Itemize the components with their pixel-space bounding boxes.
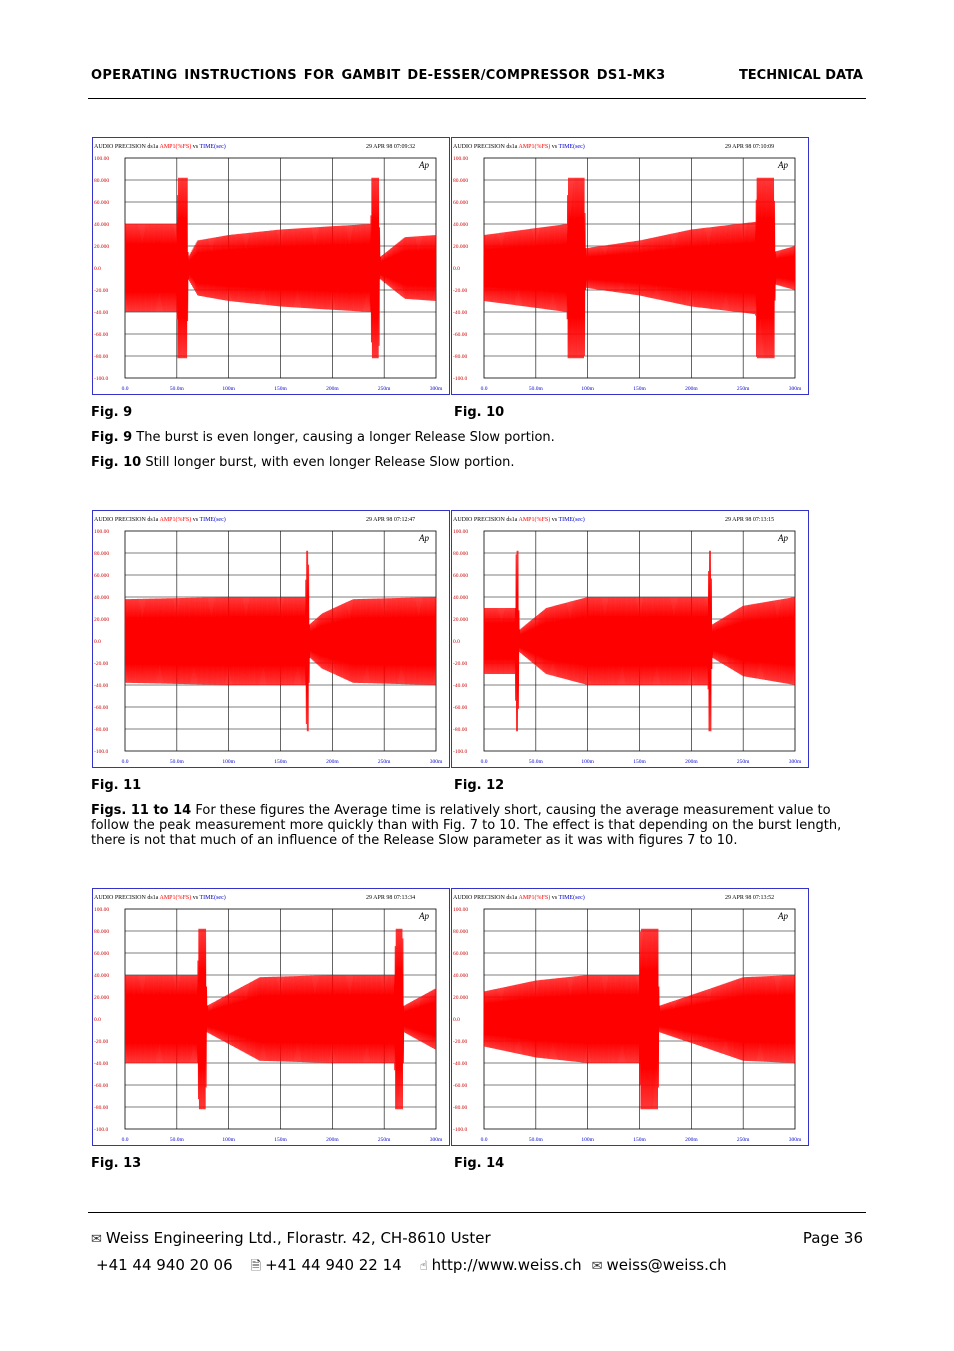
x-tick-label: 200m	[685, 1137, 698, 1143]
plot-timestamp: 29 APR 98 07:13:52	[725, 895, 775, 901]
plot-title-line: AUDIO PRECISION ds1a AMP1(%FS) vs TIME(sec)	[453, 895, 585, 901]
ap-logo: Ap	[419, 160, 429, 170]
x-tick-label: 100m	[222, 759, 235, 765]
x-tick-label: 200m	[685, 386, 698, 392]
x-tick-label: 150m	[633, 1137, 646, 1143]
envelope-icon: ✉	[591, 1259, 603, 1274]
caption-figs11-14	[91, 803, 861, 848]
footer-rule	[88, 1212, 866, 1213]
y-tick-label: 20.000	[453, 995, 469, 1001]
footer-email-link[interactable]: weiss@weiss.ch	[606, 1256, 727, 1274]
plot-fig14	[451, 888, 809, 1146]
x-tick-label: 150m	[274, 386, 287, 392]
footer-address-text: Weiss Engineering Ltd., Florastr. 42, CH-8610 Uster	[105, 1229, 491, 1247]
y-tick-label: -60.00	[453, 705, 468, 711]
y-tick-label: 0.0	[453, 266, 460, 272]
caption-label: Figs. 11 to 14	[91, 803, 192, 818]
plot-fig12	[451, 510, 809, 768]
plot-timestamp: 29 APR 98 07:09:32	[366, 144, 416, 150]
x-tick-label: 200m	[326, 759, 339, 765]
y-tick-label: 100.00	[94, 529, 110, 535]
y-tick-label: -60.00	[453, 332, 468, 338]
y-tick-label: -80.00	[453, 727, 468, 733]
x-tick-label: 250m	[736, 386, 750, 392]
y-tick-label: -40.00	[94, 1061, 109, 1067]
x-tick-label: 300m	[788, 759, 802, 765]
y-tick-label: 100.00	[453, 907, 469, 913]
y-tick-label: 100.00	[453, 156, 469, 162]
y-tick-label: 60.000	[94, 951, 110, 957]
y-tick-label: -20.00	[453, 661, 468, 667]
figure-label: Fig. 14	[454, 1156, 505, 1171]
y-tick-label: 40.000	[453, 595, 469, 601]
y-tick-label: 40.000	[94, 595, 110, 601]
y-tick-label: -100.0	[453, 1127, 468, 1133]
x-tick-label: 0.0	[121, 386, 129, 392]
y-tick-label: 40.000	[94, 973, 110, 979]
y-tick-label: -100.0	[94, 749, 109, 755]
y-tick-label: 80.000	[94, 551, 110, 557]
footer-phone: +41 44 940 20 06	[96, 1256, 233, 1274]
y-tick-label: -60.00	[453, 1083, 468, 1089]
y-tick-label: -20.00	[94, 661, 109, 667]
x-tick-label: 250m	[377, 759, 391, 765]
x-tick-label: 200m	[685, 759, 698, 765]
waveform-chart	[451, 510, 809, 768]
y-tick-label: 80.000	[453, 178, 469, 184]
x-tick-label: 150m	[633, 386, 646, 392]
y-tick-label: 0.0	[453, 639, 460, 645]
x-tick-label: 50.0m	[528, 386, 543, 392]
y-tick-label: 80.000	[94, 178, 110, 184]
x-tick-label: 300m	[429, 759, 443, 765]
figure-label: Fig. 12	[454, 778, 505, 793]
mailbox-icon: ✉	[91, 1232, 102, 1247]
y-tick-label: -40.00	[453, 1061, 468, 1067]
y-tick-label: -40.00	[94, 310, 109, 316]
waveform-chart	[92, 888, 450, 1146]
footer-contacts	[96, 1256, 727, 1279]
x-tick-label: 250m	[377, 1137, 391, 1143]
y-tick-label: 100.00	[453, 529, 469, 535]
plot-title-line: AUDIO PRECISION ds1a AMP1(%FS) vs TIME(sec)	[94, 144, 226, 150]
plot-title-line: AUDIO PRECISION ds1a AMP1(%FS) vs TIME(sec)	[94, 895, 226, 901]
y-tick-label: 40.000	[453, 973, 469, 979]
x-tick-label: 100m	[222, 386, 235, 392]
y-tick-label: -20.00	[94, 1039, 109, 1045]
x-tick-label: 100m	[581, 759, 594, 765]
x-tick-label: 100m	[222, 1137, 235, 1143]
y-tick-label: 80.000	[453, 929, 469, 935]
y-tick-label: -100.0	[453, 749, 468, 755]
ap-logo: Ap	[778, 911, 788, 921]
ap-logo: Ap	[419, 911, 429, 921]
x-tick-label: 200m	[326, 1137, 339, 1143]
plot-timestamp: 29 APR 98 07:13:15	[725, 517, 775, 523]
x-tick-label: 0.0	[121, 759, 129, 765]
x-tick-label: 150m	[274, 759, 287, 765]
caption-label: Fig. 10	[91, 455, 142, 470]
y-tick-label: 0.0	[453, 1017, 460, 1023]
waveform-chart	[92, 137, 450, 395]
x-tick-label: 50.0m	[169, 1137, 184, 1143]
y-tick-label: 20.000	[453, 617, 469, 623]
x-tick-label: 0.0	[121, 1137, 129, 1143]
figure-label: Fig. 11	[91, 778, 142, 793]
plot-fig13	[92, 888, 450, 1146]
y-tick-label: -40.00	[453, 310, 468, 316]
caption-text: For these figures the Average time is relatively short, causing the average measurement value to follow the peak measurement more quickly than with Fig. 7 to 10. The effect is that depending on the burst length, there is not that much of an influence of the Release Slow parameter as it was with figures 7 to 10.	[91, 803, 842, 848]
y-tick-label: -20.00	[453, 288, 468, 294]
y-tick-label: -40.00	[94, 683, 109, 689]
x-tick-label: 300m	[788, 386, 802, 392]
plot-title-line: AUDIO PRECISION ds1a AMP1(%FS) vs TIME(sec)	[453, 517, 585, 523]
x-tick-label: 250m	[377, 386, 391, 392]
ap-logo: Ap	[778, 160, 788, 170]
header-rule	[88, 98, 866, 99]
x-tick-label: 300m	[429, 386, 443, 392]
x-tick-label: 50.0m	[528, 1137, 543, 1143]
y-tick-label: 100.00	[94, 156, 110, 162]
y-tick-label: -80.00	[94, 1105, 109, 1111]
y-tick-label: -60.00	[94, 1083, 109, 1089]
x-tick-label: 250m	[736, 759, 750, 765]
x-tick-label: 300m	[788, 1137, 802, 1143]
y-tick-label: -60.00	[94, 705, 109, 711]
y-tick-label: 80.000	[453, 551, 469, 557]
y-tick-label: 40.000	[94, 222, 110, 228]
y-tick-label: 100.00	[94, 907, 110, 913]
y-tick-label: 40.000	[453, 222, 469, 228]
y-tick-label: -20.00	[453, 1039, 468, 1045]
figure-label: Fig. 13	[91, 1156, 142, 1171]
plot-timestamp: 29 APR 98 07:10:09	[725, 144, 775, 150]
y-tick-label: -60.00	[94, 332, 109, 338]
waveform-chart	[92, 510, 450, 768]
waveform-chart	[451, 888, 809, 1146]
y-tick-label: -100.0	[94, 376, 109, 382]
y-tick-label: 20.000	[94, 995, 110, 1001]
plot-title-line: AUDIO PRECISION ds1a AMP1(%FS) vs TIME(sec)	[453, 144, 585, 150]
y-tick-label: -80.00	[453, 1105, 468, 1111]
x-tick-label: 100m	[581, 1137, 594, 1143]
footer-fax: +41 44 940 22 14	[265, 1256, 402, 1274]
plot-timestamp: 29 APR 98 07:12:47	[366, 517, 416, 523]
y-tick-label: 60.000	[453, 573, 469, 579]
y-tick-label: -80.00	[453, 354, 468, 360]
x-tick-label: 250m	[736, 1137, 750, 1143]
y-tick-label: 20.000	[94, 244, 110, 250]
plot-timestamp: 29 APR 98 07:13:34	[366, 895, 416, 901]
x-tick-label: 100m	[581, 386, 594, 392]
figure-label: Fig. 10	[454, 405, 505, 420]
x-tick-label: 300m	[429, 1137, 443, 1143]
footer-address	[91, 1229, 491, 1247]
y-tick-label: 80.000	[94, 929, 110, 935]
y-tick-label: -80.00	[94, 354, 109, 360]
x-tick-label: 0.0	[480, 386, 488, 392]
document-header-title: OPERATING INSTRUCTIONS FOR GAMBIT DE-ESSER/COMPRESSOR DS1-MK3	[91, 68, 666, 83]
plot-fig10	[451, 137, 809, 395]
y-tick-label: -20.00	[94, 288, 109, 294]
footer-page-number: Page 36	[802, 1229, 863, 1247]
caption-label: Fig. 9	[91, 430, 133, 445]
y-tick-label: -100.0	[453, 376, 468, 382]
x-tick-label: 0.0	[480, 759, 488, 765]
x-tick-label: 0.0	[480, 1137, 488, 1143]
document-header-section: TECHNICAL DATA	[738, 68, 863, 83]
plot-fig11	[92, 510, 450, 768]
y-tick-label: 0.0	[94, 266, 101, 272]
caption-text: Still longer burst, with even longer Release Slow portion.	[141, 455, 515, 470]
y-tick-label: -100.0	[94, 1127, 109, 1133]
x-tick-label: 50.0m	[169, 386, 184, 392]
y-tick-label: 60.000	[453, 951, 469, 957]
pointer-icon: ☝	[419, 1259, 428, 1274]
y-tick-label: -40.00	[453, 683, 468, 689]
caption-fig10	[91, 455, 861, 470]
caption-text: The burst is even longer, causing a longer Release Slow portion.	[132, 430, 555, 445]
x-tick-label: 50.0m	[528, 759, 543, 765]
fax-icon: 🗎	[250, 1259, 262, 1274]
y-tick-label: -80.00	[94, 727, 109, 733]
ap-logo: Ap	[778, 533, 788, 543]
y-tick-label: 20.000	[453, 244, 469, 250]
footer-web-link[interactable]: http://www.weiss.ch	[431, 1256, 582, 1274]
ap-logo: Ap	[419, 533, 429, 543]
y-tick-label: 0.0	[94, 639, 101, 645]
x-tick-label: 200m	[326, 386, 339, 392]
y-tick-label: 60.000	[94, 200, 110, 206]
y-tick-label: 60.000	[453, 200, 469, 206]
waveform-chart	[451, 137, 809, 395]
x-tick-label: 150m	[274, 1137, 287, 1143]
x-tick-label: 150m	[633, 759, 646, 765]
y-tick-label: 0.0	[94, 1017, 101, 1023]
x-tick-label: 50.0m	[169, 759, 184, 765]
y-tick-label: 20.000	[94, 617, 110, 623]
y-tick-label: 60.000	[94, 573, 110, 579]
figure-label: Fig. 9	[91, 405, 133, 420]
plot-title-line: AUDIO PRECISION ds1a AMP1(%FS) vs TIME(sec)	[94, 517, 226, 523]
plot-fig9	[92, 137, 450, 395]
caption-fig9	[91, 430, 861, 445]
